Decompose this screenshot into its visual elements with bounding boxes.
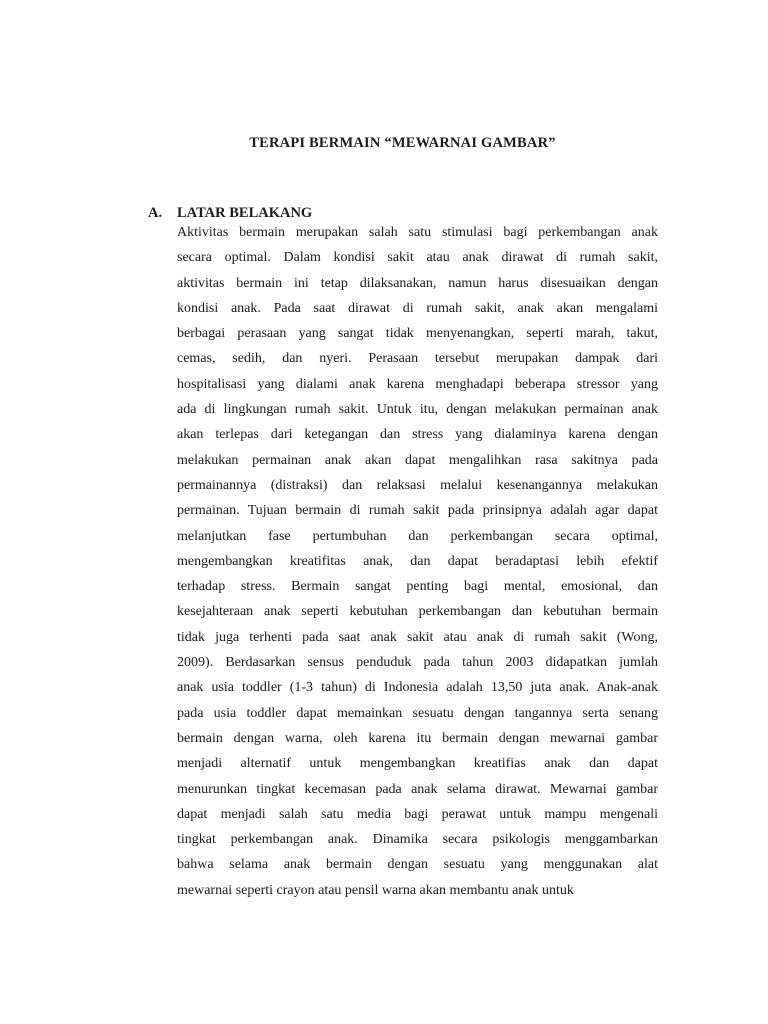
section-heading-text: LATAR BELAKANG bbox=[177, 205, 313, 221]
body-text-line: tidak juga terhenti pada saat anak sakit atau anak di rumah sakit (Wong, bbox=[177, 629, 658, 645]
body-text-line: akan terlepas dari ketegangan dan stress yang dialaminya karena dengan bbox=[177, 427, 658, 443]
body-text-line: permainannya (distraksi) dan relaksasi melalui kesenangannya melakukan bbox=[177, 477, 658, 493]
body-text-line: melanjutkan fase pertumbuhan dan perkembangan secara optimal, bbox=[177, 528, 658, 544]
body-text-line: mewarnai seperti crayon atau pensil warna akan membantu anak untuk bbox=[177, 882, 574, 898]
section-body bbox=[177, 220, 658, 903]
body-text-line: dapat menjadi salah satu media bagi perawat untuk mampu mengenali bbox=[177, 806, 658, 822]
body-text-line: berbagai perasaan yang sangat tidak menyenangkan, seperti marah, takut, bbox=[177, 326, 658, 342]
body-text-line: cemas, sedih, dan nyeri. Perasaan tersebut merupakan dampak dari bbox=[177, 351, 658, 367]
body-text-line: terhadap stress. Bermain sangat penting bagi mental, emosional, dan bbox=[177, 579, 658, 595]
body-text-line: bermain dengan warna, oleh karena itu bermain dengan mewarnai gambar bbox=[177, 730, 658, 746]
body-text-line: hospitalisasi yang dialami anak karena menghadapi beberapa stressor yang bbox=[177, 376, 658, 392]
body-text-line: kesejahteraan anak seperti kebutuhan perkembangan dan kebutuhan bermain bbox=[177, 604, 658, 620]
body-text-line: menjadi alternatif untuk mengembangkan kreatifias anak dan dapat bbox=[177, 756, 658, 772]
body-text-line: menurunkan tingkat kecemasan pada anak selama dirawat. Mewarnai gambar bbox=[177, 781, 658, 797]
body-text-line: Aktivitas bermain merupakan salah satu stimulasi bagi perkembangan anak bbox=[177, 225, 658, 240]
body-text-line: melakukan permainan anak akan dapat mengalihkan rasa sakitnya pada bbox=[177, 452, 658, 468]
body-text-line: pada usia toddler dapat memainkan sesuatu dengan tangannya serta senang bbox=[177, 705, 658, 721]
body-text-line: permainan. Tujuan bermain di rumah sakit pada prinsipnya adalah agar dapat bbox=[177, 503, 658, 519]
body-text-line: bahwa selama anak bermain dengan sesuatu yang menggunakan alat bbox=[177, 857, 658, 873]
document-title: TERAPI BERMAIN “MEWARNAI GAMBAR” bbox=[249, 135, 556, 151]
body-text-line: ada di lingkungan rumah sakit. Untuk itu, dengan melakukan permainan anak bbox=[177, 402, 658, 418]
body-text-line: 2009). Berdasarkan sensus penduduk pada tahun 2003 didapatkan jumlah bbox=[177, 655, 658, 671]
body-text-line: mengembangkan kreatifitas anak, dan dapat beradaptasi lebih efektif bbox=[177, 553, 658, 569]
body-text-line: aktivitas bermain ini tetap dilaksanakan, namun harus disesuaikan dengan bbox=[177, 275, 658, 291]
body-text-line: secara optimal. Dalam kondisi sakit atau anak dirawat di rumah sakit, bbox=[177, 250, 658, 266]
body-text-line: anak usia toddler (1-3 tahun) di Indonesia adalah 13,50 juta anak. Anak-anak bbox=[177, 680, 658, 696]
body-text-line: kondisi anak. Pada saat dirawat di rumah sakit, anak akan mengalami bbox=[177, 300, 658, 316]
section-number: A. bbox=[148, 205, 163, 221]
body-text-line: tingkat perkembangan anak. Dinamika secara psikologis menggambarkan bbox=[177, 832, 658, 848]
